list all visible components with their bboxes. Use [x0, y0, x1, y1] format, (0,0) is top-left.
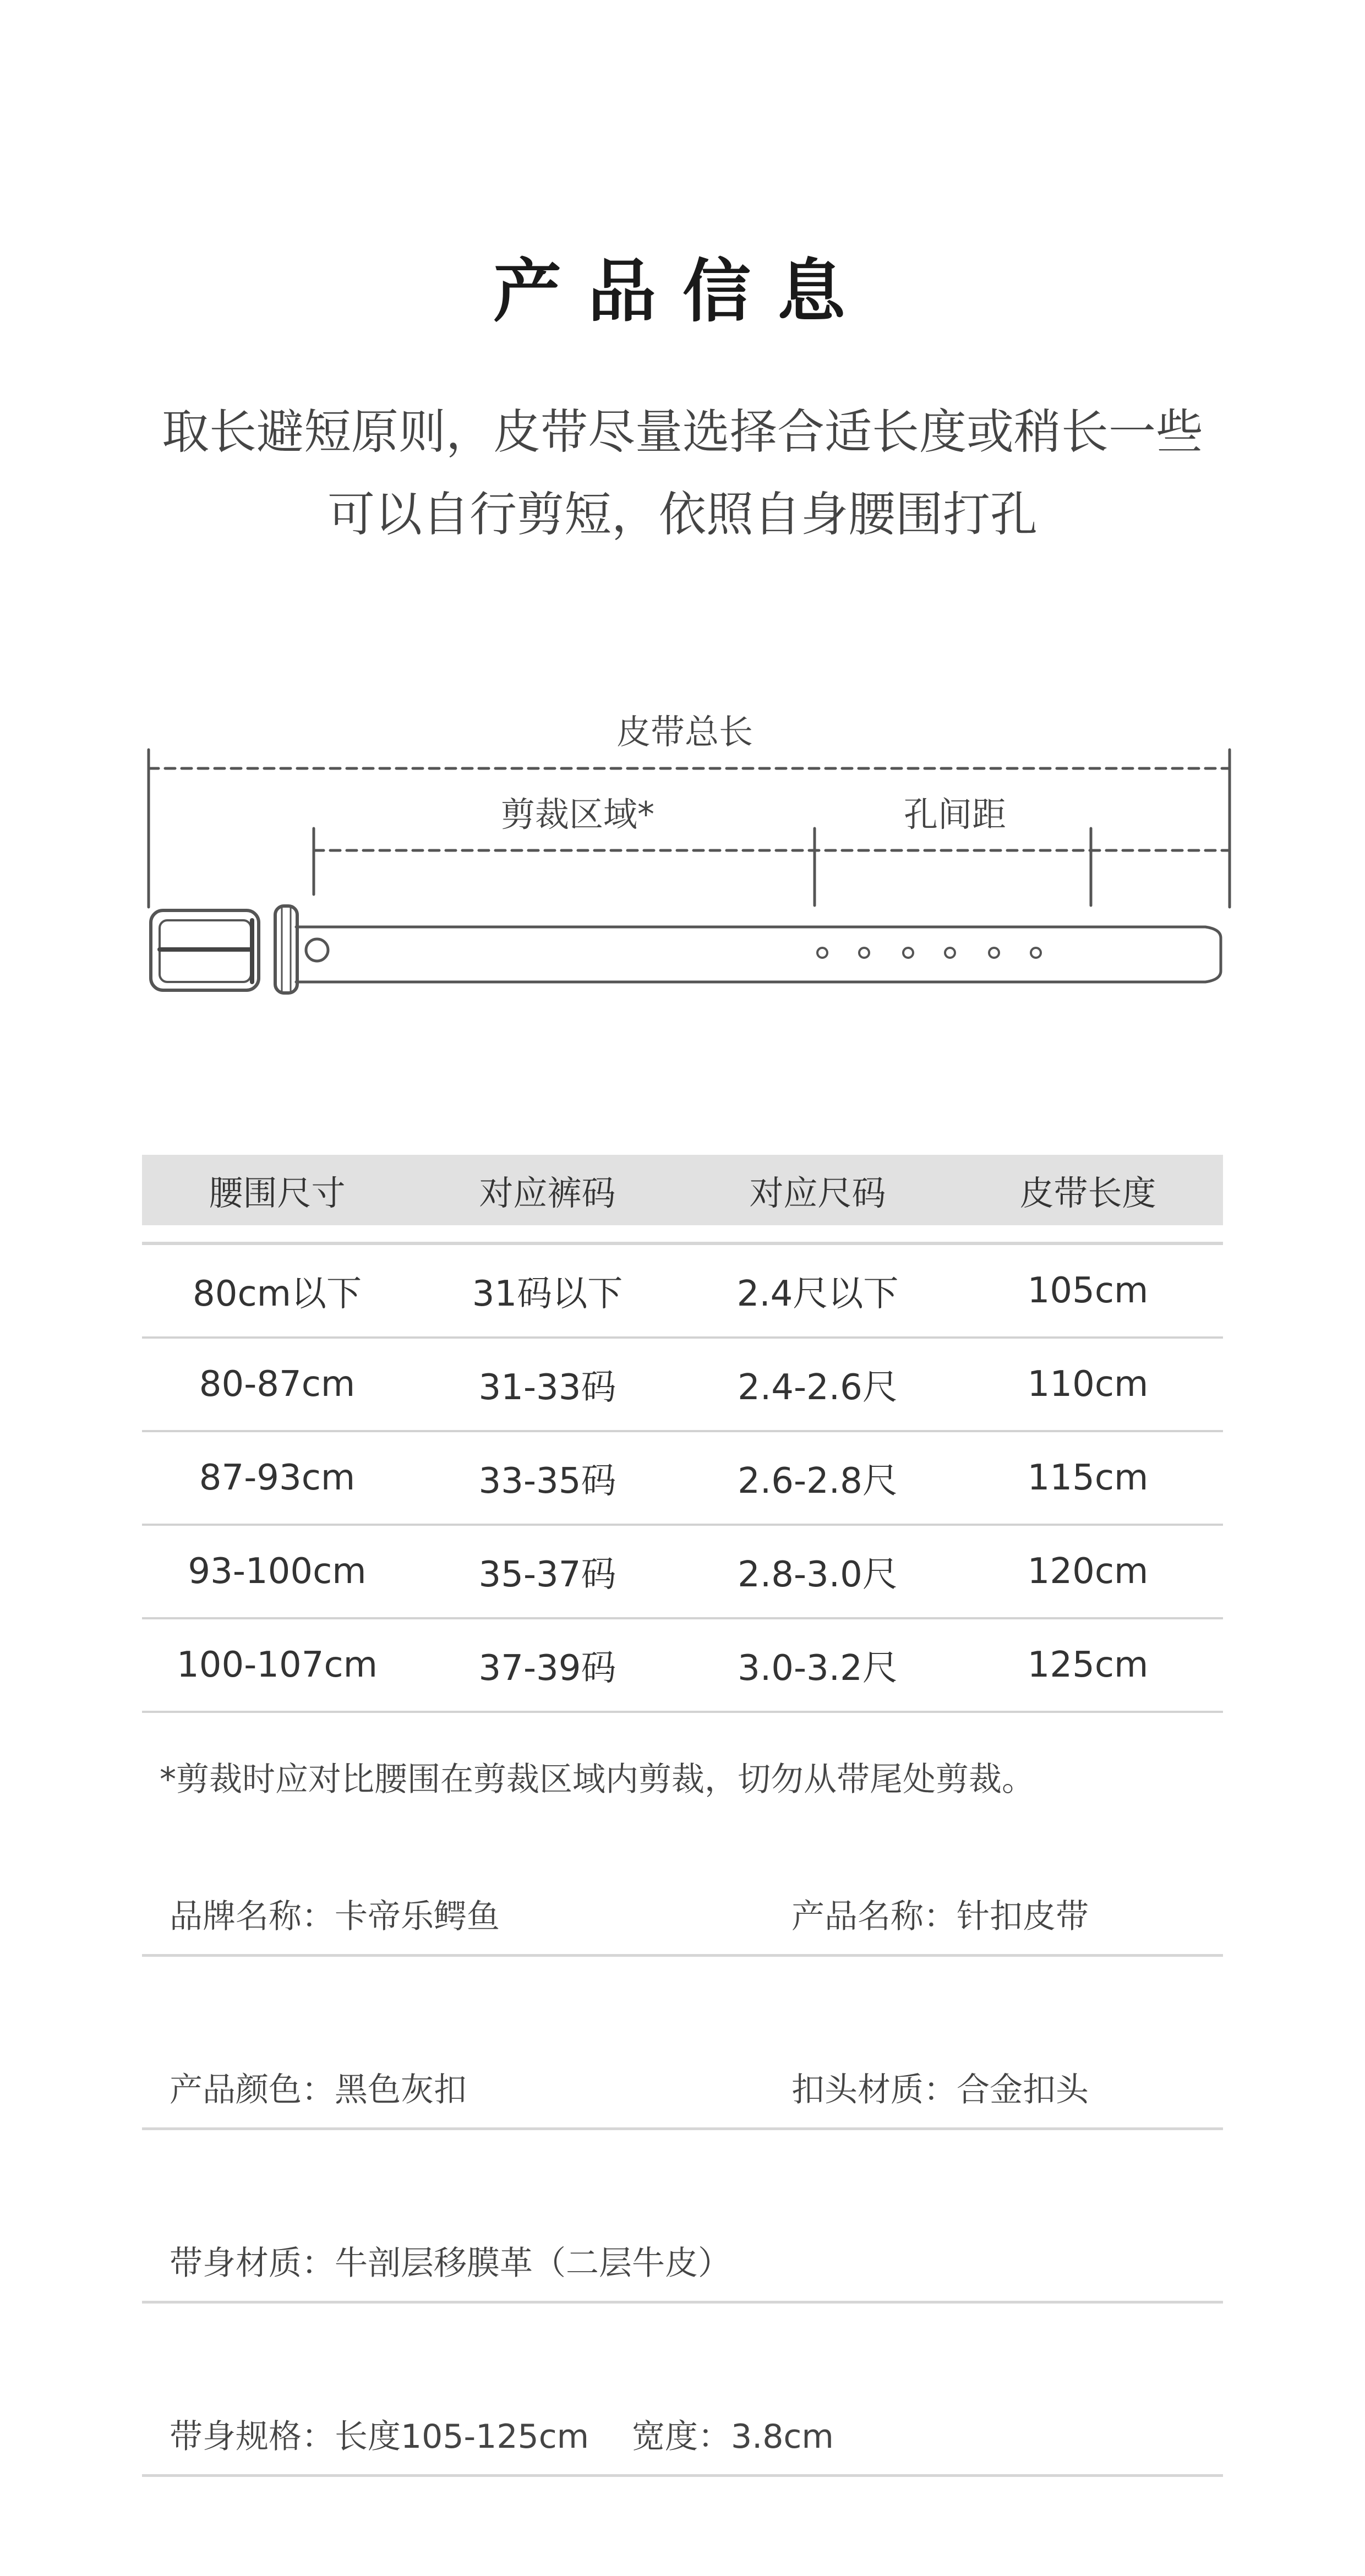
- info-row-color: [142, 2037, 1223, 2130]
- hole-spacing-label: 孔间距: [904, 794, 1007, 834]
- belt-hole: [945, 948, 955, 958]
- header-waist: 腰围尺寸: [209, 1172, 346, 1213]
- belt-hole: [817, 948, 827, 958]
- belt-strap: [296, 927, 1221, 982]
- belt-drawing: [143, 705, 1238, 1013]
- cell-waist: 87-93cm: [199, 1458, 356, 1498]
- belt-hole: [859, 948, 869, 958]
- info-row-material: [142, 2210, 1223, 2304]
- cell-size-chi: 2.6-2.8尺: [738, 1461, 898, 1502]
- cell-waist: 93-100cm: [188, 1551, 367, 1592]
- cutting-note: *剪裁时应对比腰围在剪裁区域内剪裁，切勿从带尾处剪裁。: [160, 1760, 1035, 1799]
- cell-belt-length: 120cm: [1027, 1551, 1149, 1592]
- product-name: 产品名称：针扣皮带: [791, 1897, 1089, 1936]
- header-size-chi: 对应尺码: [749, 1172, 886, 1213]
- cell-belt-length: 115cm: [1027, 1458, 1149, 1498]
- product-color: 产品颜色：黑色灰扣: [170, 2071, 467, 2109]
- cell-size-chi: 2.4-2.6尺: [738, 1367, 898, 1408]
- size-table: [142, 1155, 1223, 1713]
- cell-pants-size: 31码以下: [472, 1274, 623, 1314]
- buckle-material: 扣头材质：合金扣头: [791, 2071, 1089, 2109]
- total-length-label: 皮带总长: [616, 712, 754, 752]
- brand-name: 品牌名称：卡帝乐鳄鱼: [170, 1897, 500, 1936]
- cell-pants-size: 31-33码: [478, 1367, 616, 1408]
- cell-waist: 80cm以下: [193, 1274, 362, 1314]
- header-belt-length: 皮带长度: [1019, 1172, 1156, 1213]
- table-row: [142, 1245, 1223, 1339]
- strap-spec-length: 带身规格：长度105-125cm: [170, 2417, 589, 2456]
- cell-waist: 100-107cm: [177, 1645, 378, 1685]
- cell-size-chi: 2.4尺以下: [736, 1274, 899, 1314]
- cell-size-chi: 3.0-3.2尺: [738, 1648, 898, 1689]
- cell-waist: 80-87cm: [199, 1364, 356, 1405]
- strap-material: 带身材质：牛剖层移膜革（二层牛皮）: [170, 2244, 731, 2283]
- cell-pants-size: 35-37码: [478, 1554, 616, 1595]
- intro-line-1: 取长避短原则，皮带尽量选择合适长度或稍长一些: [162, 405, 1203, 460]
- table-row: [142, 1432, 1223, 1526]
- table-row: [142, 1526, 1223, 1619]
- cell-pants-size: 33-35码: [478, 1461, 616, 1502]
- cell-belt-length: 110cm: [1027, 1364, 1149, 1405]
- info-row-brand: [142, 1860, 1223, 1957]
- header-pants-size: 对应裤码: [479, 1172, 616, 1213]
- belt-snap: [306, 939, 328, 961]
- cell-belt-length: 105cm: [1027, 1270, 1149, 1311]
- belt-diagram: [143, 705, 1238, 1013]
- belt-keeper: [275, 906, 297, 993]
- belt-hole: [1031, 948, 1041, 958]
- belt-hole: [989, 948, 999, 958]
- info-row-spec: [142, 2383, 1223, 2477]
- table-row: [142, 1619, 1223, 1713]
- table-row: [142, 1339, 1223, 1432]
- page-title: 产品信息: [493, 252, 872, 331]
- cell-size-chi: 2.8-3.0尺: [738, 1554, 898, 1595]
- cell-pants-size: 37-39码: [478, 1648, 616, 1689]
- cut-area-label: 剪裁区域*: [501, 794, 655, 834]
- size-table-header: [142, 1155, 1223, 1225]
- intro-line-2: 可以自行剪短，依照自身腰围打孔: [327, 487, 1038, 542]
- cell-belt-length: 125cm: [1027, 1645, 1149, 1685]
- strap-spec-width: 宽度：3.8cm: [632, 2417, 834, 2456]
- belt-hole: [903, 948, 913, 958]
